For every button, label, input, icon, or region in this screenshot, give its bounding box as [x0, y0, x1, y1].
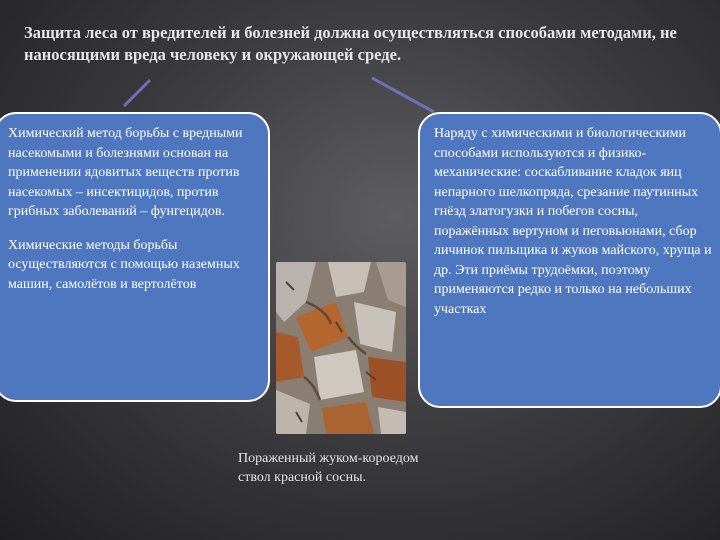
slide-title: Защита леса от вредителей и болезней должна осуществляться способами методами, не наносящими вреда человеку и окружающей среде. [24, 23, 677, 64]
mechanical-method-box [418, 112, 720, 408]
mechanical-method-text: Наряду с химическими и биологическими способами используются и физико-механические: соскабливание кладок яиц непарного шелкопряда, срезание паутинных гнёзд златогузки и побегов сосны, поражённых вертуном и пеговьюнами, сбор личинок пильщика и жуков майского, хруща и др. Эти приёмы трудоёмки, поэтому применяются редко и только на небольших участках [434, 126, 712, 317]
chemical-method-paragraph-1: Химический метод борьбы с вредными насекомыми и болезнями основан на применении ядовитых веществ против насекомых – инсектицидов, против грибных заболеваний – фунгецидов. [8, 126, 243, 219]
connector-left [124, 80, 150, 106]
chemical-method-box [0, 112, 270, 402]
connector-right [372, 78, 434, 112]
chemical-method-paragraph-2: Химические методы борьбы осуществляются с помощью наземных машин, самолётов и вертолётов [8, 237, 240, 292]
pine-bark-photo [276, 262, 406, 434]
photo-caption: Пораженный жуком-короедом ствол красной сосны. [238, 451, 419, 485]
